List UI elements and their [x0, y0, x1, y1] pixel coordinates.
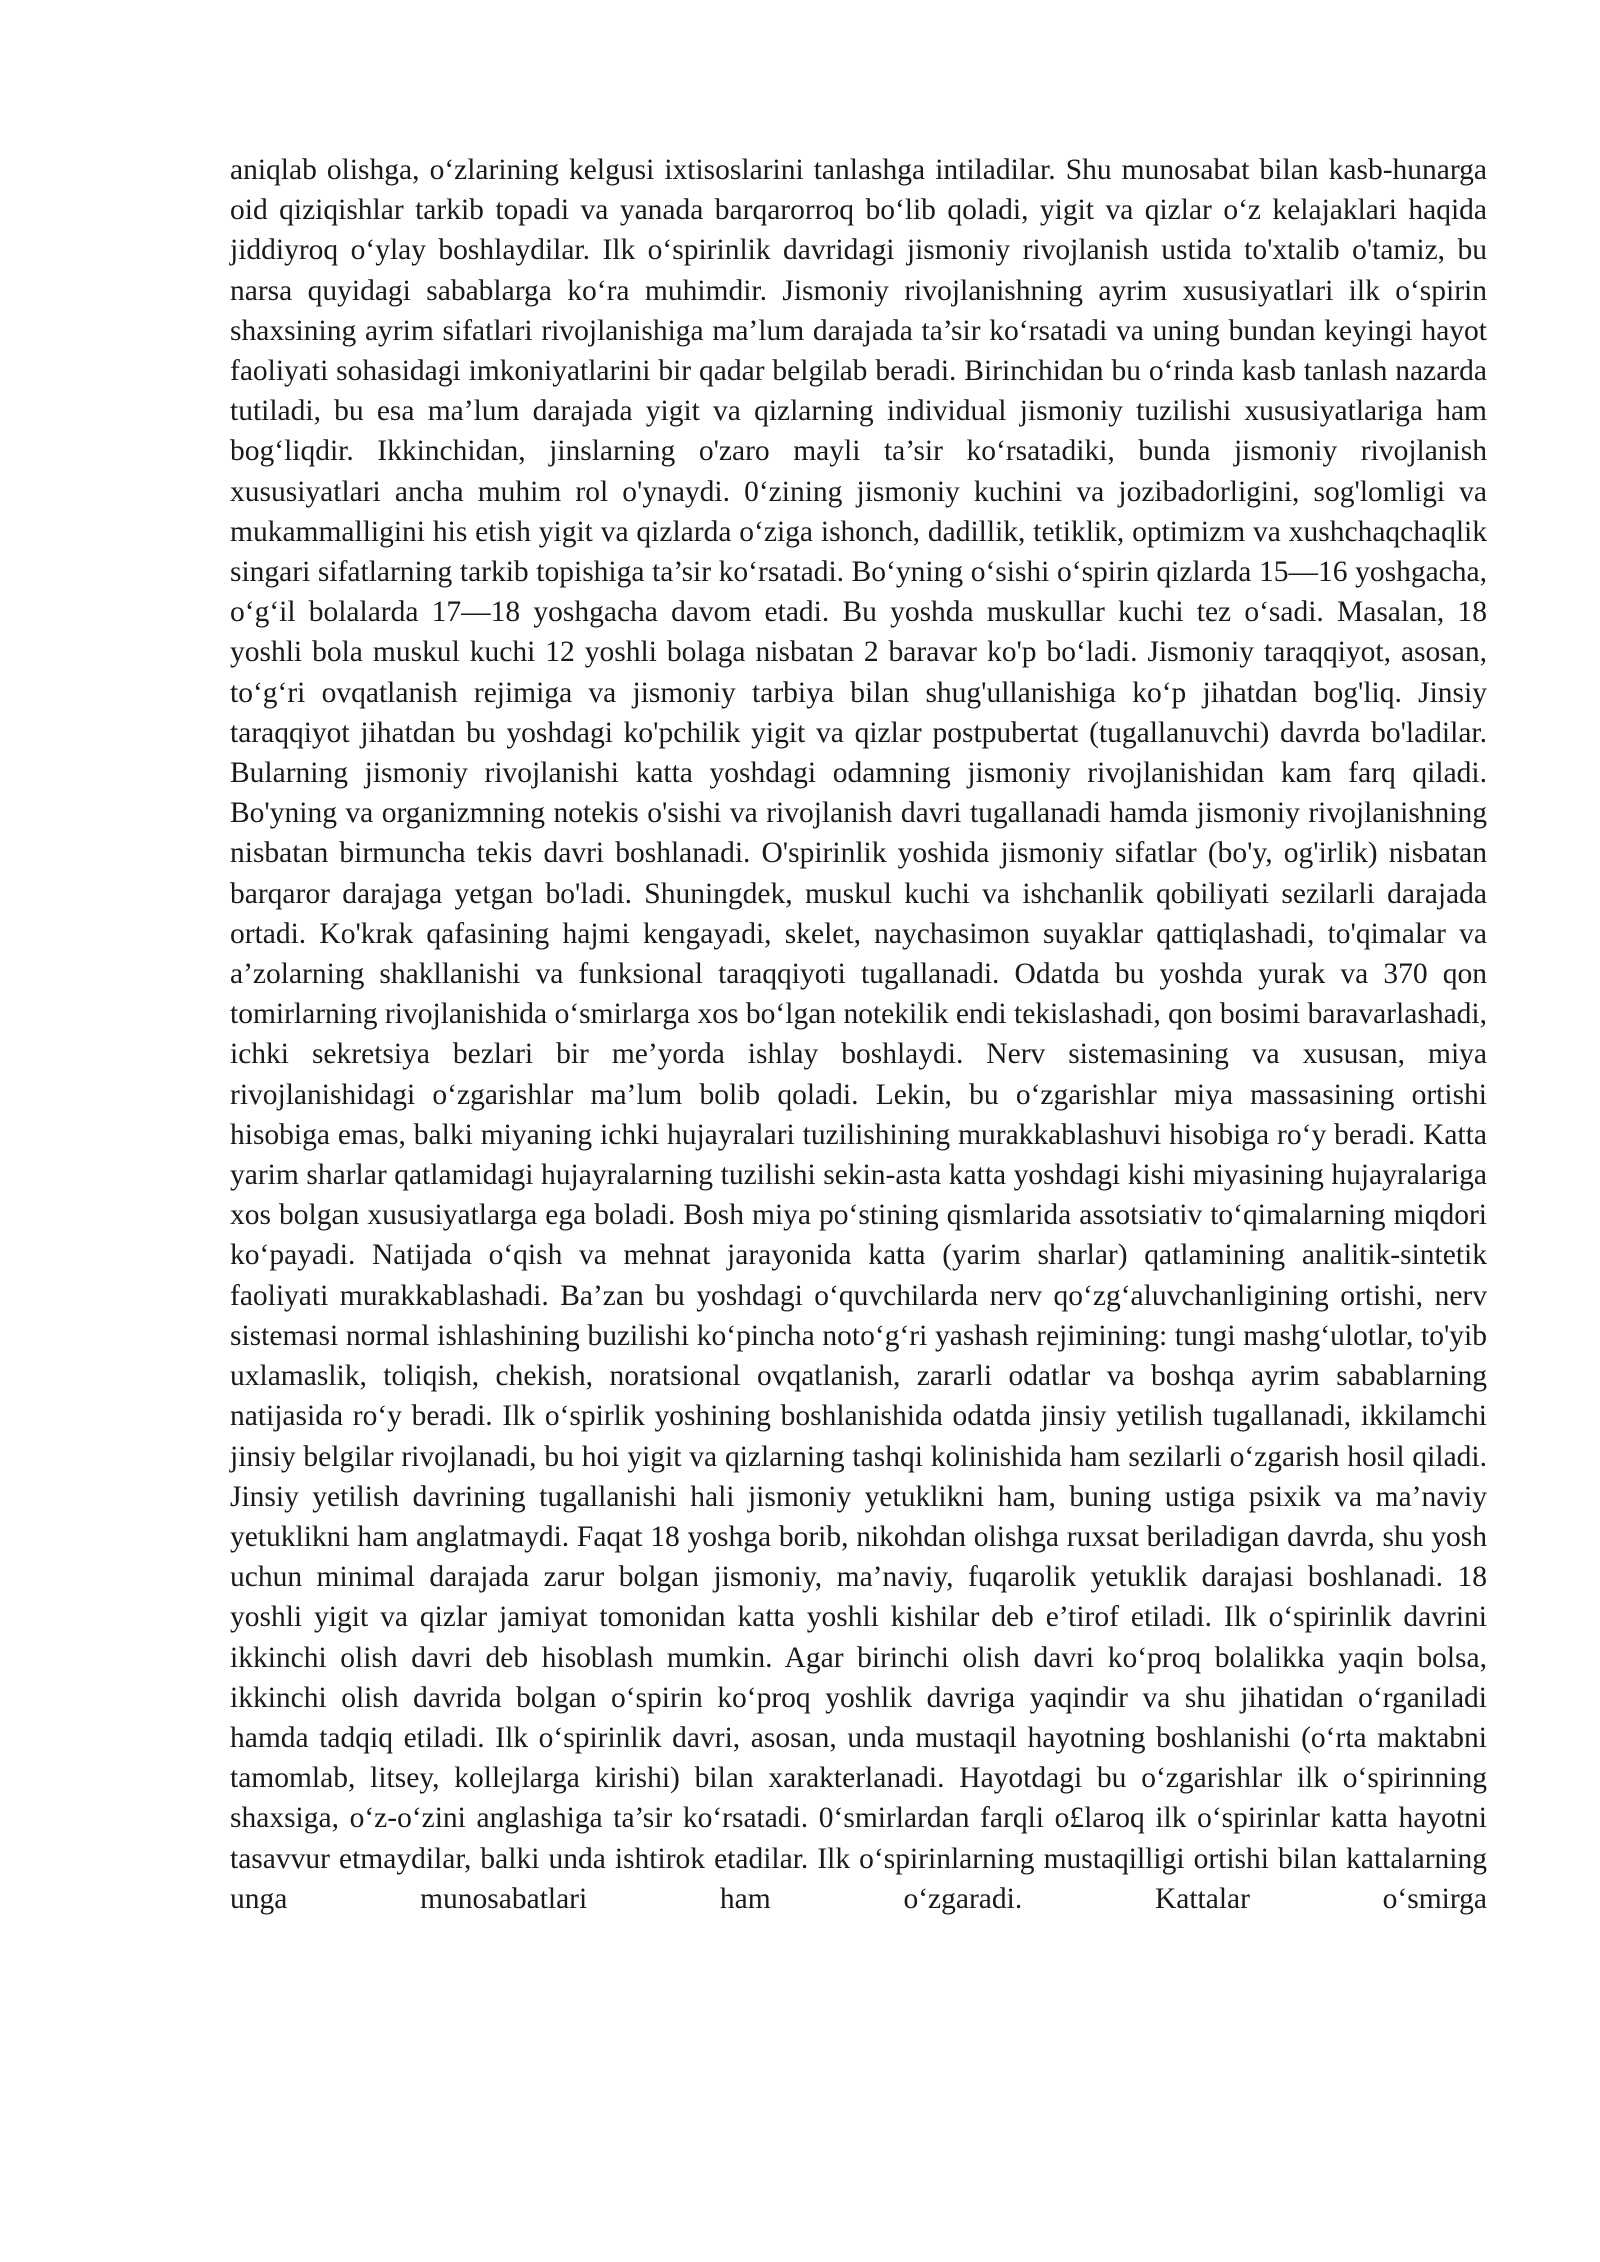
body-paragraph: aniqlab olishga, o‘zlarining kelgusi ixtisoslarini tanlashga intiladilar. Shu munosabat bilan kasb-hunarga oid qiziqishlar tarkib topadi va yanada barqarorroq bo‘lib qoladi, yigit va qizlar o‘z kelajaklari haqida jiddiyroq o‘ylay boshlaydilar. Ilk o‘spirinlik davridagi jismoniy rivojlanish ustida to'xtalib o'tamiz, bu narsa quyidagi sabablarga ko‘ra muhimdir. Jismoniy rivojlanishning ayrim xususiyatlari ilk o‘spirin shaxsining ayrim sifatlari rivojlanishiga ma’lum darajada ta’sir ko‘rsatadi va uning bundan keyingi hayot faoliyati sohasidagi imkoniyatlarini bir qadar belgilab beradi. Birinchidan bu o‘rinda kasb tanlash nazarda tutiladi, bu esa ma’lum darajada yigit va qizlarning individual jismoniy tuzilishi xususiyatlariga ham bog‘liqdir. Ikkinchidan, jinslarning o'zaro mayli ta’sir ko‘rsatadiki, bunda jismoniy rivojlanish xususiyatlari ancha muhim rol o'ynaydi. 0‘zining jismoniy kuchini va jozibadorligini, sog'lomligi va mukammalligini his etish yigit va qizlarda o‘ziga ishonch, dadillik, tetiklik, optimizm va xushchaqchaqlik singari sifatlarning tarkib topishiga ta’sir ko‘rsatadi. Bo‘yning o‘sishi o‘spirin qizlarda 15—16 yoshgacha, o‘g‘il bolalarda 17—18 yoshgacha davom etadi. Bu yoshda muskullar kuchi tez o‘sadi. Masalan, 18 yoshli bola muskul kuchi 12 yoshli bolaga nisbatan 2 baravar ko'p bo‘ladi. Jismoniy taraqqiyot, asosan, to‘g‘ri ovqatlanish rejimiga va jismoniy tarbiya bilan shug'ullanishiga ko‘p jihatdan bog'liq. Jinsiy taraqqiyot jihatdan bu yoshdagi ko'pchilik yigit va qizlar postpubertat (tugallanuvchi) davrda bo'ladilar. Bularning jismoniy rivojlanishi katta yoshdagi odamning jismoniy rivojlanishidan kam farq qiladi. Bo'yning va organizmning notekis o'sishi va rivojlanish davri tugallanadi hamda jismoniy rivojlanishning nisbatan birmuncha tekis davri boshlanadi. O'spirinlik yoshida jismoniy sifatlar (bo'y, og'irlik) nisbatan barqaror darajaga yetgan bo'ladi. Shuningdek, muskul kuchi va ishchanlik qobiliyati sezilarli darajada ortadi. Ko'krak qafasining hajmi kengayadi, skelet, naychasimon suyaklar qattiqlashadi, to'qimalar va a’zolarning shakllanishi va funksional taraqqiyoti tugallanadi. Odatda bu yoshda yurak va 370 qon tomirlarning rivojlanishida o‘smirlarga xos bo‘lgan notekilik endi tekislashadi, qon bosimi baravarlashadi, ichki sekretsiya bezlari bir me’yorda ishlay boshlaydi. Nerv sistemasining va xususan, miya rivojlanishidagi o‘zgarishlar ma’lum bolib qoladi. Lekin, bu o‘zgarishlar miya massasining ortishi hisobiga emas, balki miyaning ichki hujayralari tuzilishining murakkablashuvi hisobiga ro‘y beradi. Katta yarim sharlar qatlamidagi hujayralarning tuzilishi sekin-asta katta yoshdagi kishi miyasining hujayralariga xos bolgan xususiyatlarga ega boladi. Bosh miya po‘stining qismlarida assotsiativ to‘qimalarning miqdori ko‘payadi. Natijada o‘qish va mehnat jarayonida katta (yarim sharlar) qatlamining analitik-sintetik faoliyati murakkablashadi. Ba’zan bu yoshdagi o‘quvchilarda nerv qo‘zg‘aluvchanligining ortishi, nerv sistemasi normal ishlashining buzilishi ko‘pincha noto‘g‘ri yashash rejimining: tungi mashg‘ulotlar, to'yib uxlamaslik, toliqish, chekish, noratsional ovqatlanish, zararli odatlar va boshqa ayrim sabablarning natijasida ro‘y beradi. Ilk o‘spirlik yoshining boshlanishida odatda jinsiy yetilish tugallanadi, ikkilamchi jinsiy belgilar rivojlanadi, bu hoi yigit va qizlarning tashqi kolinishida ham sezilarli o‘zgarish hosil qiladi. Jinsiy yetilish davrining tugallanishi hali jismoniy yetuklikni ham, buning ustiga psixik va ma’naviy yetuklikni ham anglatmaydi. Faqat 18 yoshga borib, nikohdan olishga ruxsat beriladigan davrda, shu yosh uchun minimal darajada zarur bolgan jismoniy, ma’naviy, fuqarolik yetuklik darajasi boshlanadi. 18 yoshli yigit va qizlar jamiyat tomonidan katta yoshli kishilar deb e’tirof etiladi. Ilk o‘spirinlik davrini ikkinchi olish davri deb hisoblash mumkin. Agar birinchi olish davri ko‘proq bolalikka yaqin bolsa, ikkinchi olish davrida bolgan o‘spirin ko‘proq yoshlik davriga yaqindir va shu jihatidan o‘rganiladi hamda tadqiq etiladi. Ilk o‘spirinlik davri, asosan, unda mustaqil hayotning boshlanishi (o‘rta maktabni tamomlab, litsey, kollejlarga kirishi) bilan xarakterlanadi. Hayotdagi bu o‘zgarishlar ilk o‘spirinning shaxsiga, o‘z-o‘zini anglashiga ta’sir ko‘rsatadi. 0‘smirlardan farqli o£laroq ilk o‘spirinlar katta hayotni tasavvur etmaydilar, balki unda ishtirok etadilar. Ilk o‘spirinlarning mustaqilligi ortishi bilan kattalarning unga munosabatlari ham o‘zgaradi. Kattalar o‘smirga [230, 154, 1487, 1915]
document-page [230, 150, 1487, 1919]
